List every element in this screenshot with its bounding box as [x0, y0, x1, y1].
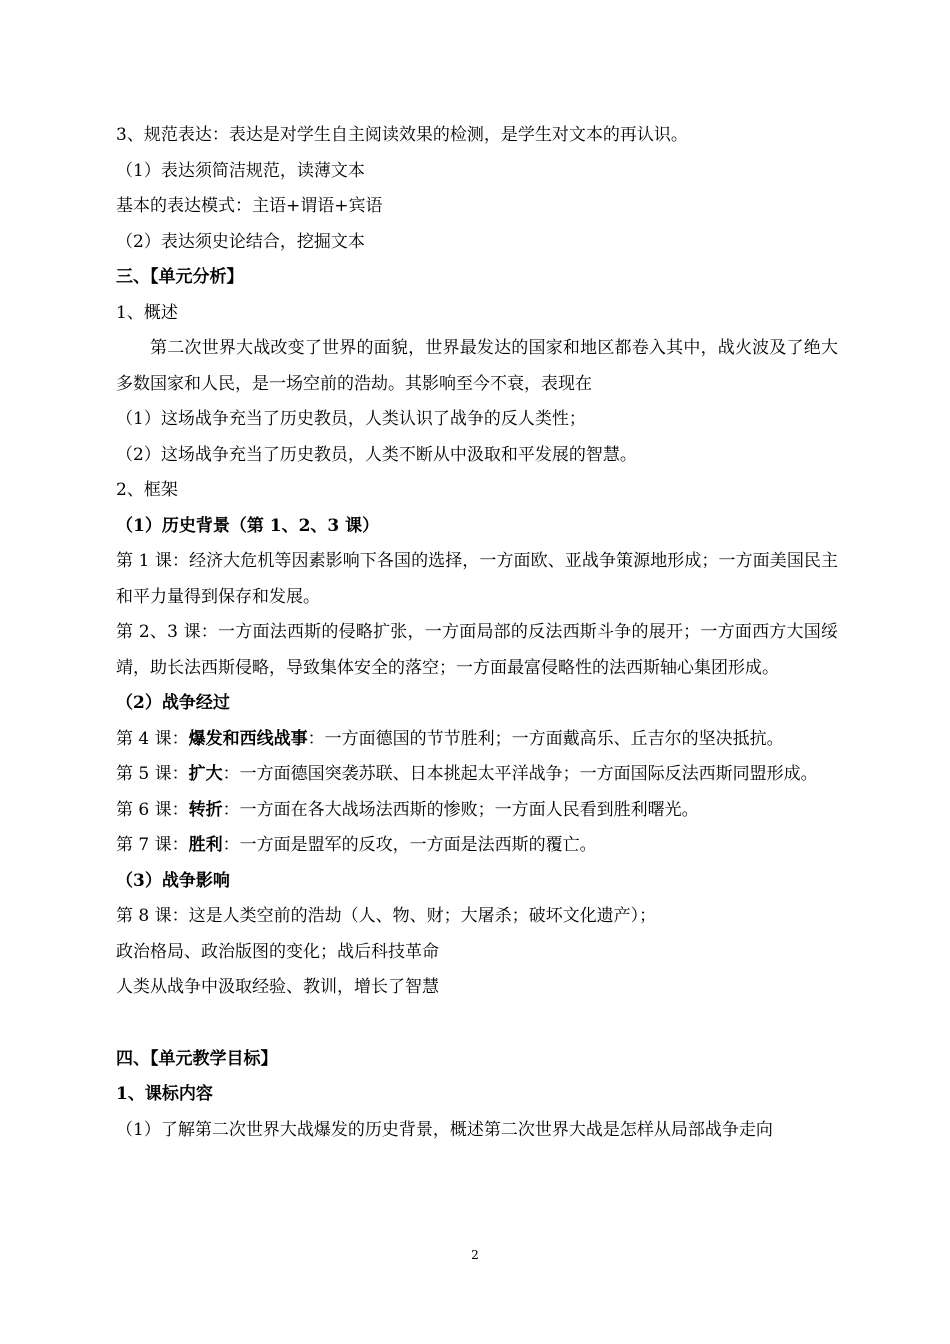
lesson-label: 第 7 课： — [116, 835, 189, 855]
lesson-keyword: 爆发和西线战事 — [188, 728, 308, 749]
lesson-desc: ：一方面是盟军的反攻，一方面是法西斯的覆亡。 — [222, 835, 597, 855]
subsection-heading: 2、框架 — [116, 480, 178, 500]
lesson-keyword: 扩大 — [188, 764, 223, 784]
framework-heading-war: （2）战争经过 — [116, 693, 230, 713]
framework-heading-background: （1）历史背景（第 1、2、3 课） — [116, 515, 380, 536]
paragraph: 基本的表达模式：主语+谓语+宾语 — [116, 196, 383, 216]
paragraph: 人类从战争中汲取经验、教训，增长了智慧 — [116, 977, 439, 997]
paragraph: （1）这场战争充当了历史教员，人类认识了战争的反人类性； — [116, 409, 586, 429]
lesson-desc: ：一方面德国的节节胜利；一方面戴高乐、丘吉尔的坚决抵抗。 — [307, 728, 784, 749]
lesson-keyword: 转折 — [188, 799, 223, 820]
page-number: 2 — [471, 1248, 479, 1262]
lesson-4-text — [116, 722, 838, 758]
section-heading-teaching-goals: 四、【单元教学目标】 — [116, 1048, 278, 1069]
lesson-desc: ：一方面在各大战场法西斯的惨败；一方面人民看到胜利曙光。 — [222, 799, 699, 820]
lesson-8-text: 第 8 课：这是人类空前的浩劫（人、物、财；大屠杀；破坏文化遗产）； — [116, 906, 657, 926]
lesson-label: 第 5 课： — [116, 764, 189, 784]
lesson-label: 第 6 课： — [116, 799, 189, 820]
paragraph: （2）表达须史论结合，挖掘文本 — [116, 231, 365, 252]
paragraph: 政治格局、政治版图的变化；战后科技革命 — [116, 941, 439, 962]
framework-heading-effects: （3）战争影响 — [116, 870, 230, 891]
subsection-heading: 1、概述 — [116, 302, 178, 323]
lesson-1-text: 第 1 课：经济大危机等因素影响下各国的选择，一方面欧、亚战争策源地形成；一方面美国民主和平力量得到保存和发展。 — [116, 551, 838, 607]
lesson-7-text — [116, 828, 838, 864]
page-body — [116, 118, 838, 1148]
paragraph: （1）了解第二次世界大战爆发的历史背景，概述第二次世界大战是怎样从局部战争走向 — [116, 1119, 773, 1140]
lesson-5-text — [116, 757, 838, 793]
lesson-label: 第 4 课： — [116, 728, 189, 749]
section-heading-unit-analysis: 三、【单元分析】 — [116, 267, 244, 287]
paragraph: （1）表达须简洁规范，读薄文本 — [116, 160, 365, 181]
lesson-desc: ：一方面德国突袭苏联、日本挑起太平洋战争；一方面国际反法西斯同盟形成。 — [222, 764, 818, 784]
paragraph: 3、规范表达：表达是对学生自主阅读效果的检测，是学生对文本的再认识。 — [116, 125, 688, 145]
lesson-2-3-text: 第 2、3 课：一方面法西斯的侵略扩张，一方面局部的反法西斯斗争的展开；一方面西方大国绥靖，助长法西斯侵略，导致集体安全的落空；一方面最富侵略性的法西斯轴心集团形成。 — [116, 622, 838, 678]
lesson-6-text — [116, 793, 838, 829]
subsection-heading-standards: 1、课标内容 — [116, 1084, 213, 1104]
paragraph-overview: 第二次世界大战改变了世界的面貌，世界最发达的国家和地区都卷入其中，战火波及了绝大多数国家和人民，是一场空前的浩劫。其影响至今不衰，表现在 — [116, 338, 838, 394]
blank-line — [116, 1006, 838, 1042]
paragraph: （2）这场战争充当了历史教员，人类不断从中汲取和平发展的智慧。 — [116, 444, 637, 465]
lesson-keyword: 胜利 — [188, 835, 223, 855]
